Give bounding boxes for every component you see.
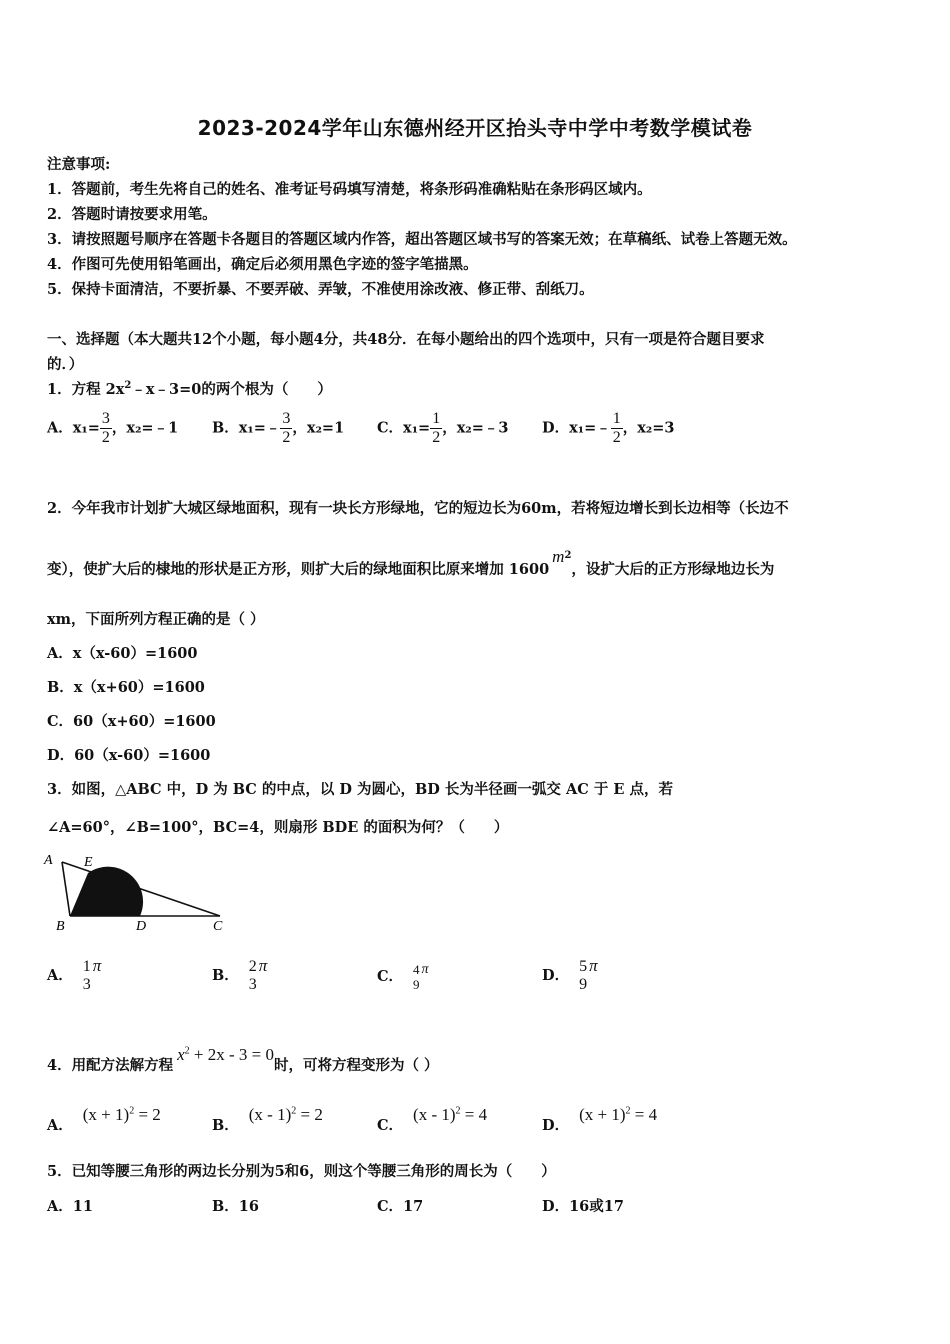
question-3-line1: 3．如图，△ABC 中，D 为 BC 的中点，以 D 为圆心，BD 长为半径画一弧交 AC 于 E 点，若	[47, 781, 673, 798]
section-heading-line2: 的．）	[47, 356, 84, 373]
q1-option-d: D．x₁=﹣ $\frac{1}{2}$ ，x₂=3	[542, 410, 675, 446]
q2-option-c: C．60（x+60）=1600	[47, 713, 216, 730]
q3-option-d: D． 5 9 π	[542, 956, 598, 993]
q4-option-a: A．$(x + 1)^2 = 2$	[47, 1105, 161, 1134]
note-item-3: 3．请按照题号顺序在答题卡各题目的答题区域内作答，超出答题区域书写的答案无效；在草稿纸、试卷上答题无效。	[47, 231, 797, 248]
label-b: B	[56, 919, 65, 934]
q4-option-d: D．$(x + 1)^2 = 4$	[542, 1105, 658, 1134]
question-4-stem: 4．用配方法解方程$x^2 + 2x - 3 = 0$时，可将方程变形为（ ）	[47, 1045, 439, 1074]
question-5-stem: 5．已知等腰三角形的两边长分别为5和6，则这个等腰三角形的周长为（ ）	[47, 1163, 556, 1180]
label-d: D	[136, 919, 147, 934]
label-a: A	[44, 853, 53, 868]
q1-option-b: B．x₁=﹣ $\frac{3}{2}$ ，x₂=1	[212, 410, 345, 446]
label-e: E	[84, 855, 93, 870]
q4-option-c: C．(x - 1)$^2$ = 4	[377, 1105, 488, 1134]
note-item-2: 2．答题时请按要求用笔。	[47, 206, 217, 223]
q1-option-c: C．x₁= $\frac{1}{2}$ ，x₂=﹣3	[377, 410, 509, 446]
note-item-4: 4．作图可先使用铅笔画出，确定后必须用黑色字迹的签字笔描黑。	[47, 256, 478, 273]
q5-option-d: D．16或17	[542, 1198, 624, 1215]
q3-option-a: A． 1 3 π	[47, 956, 102, 993]
q3-option-b: B． 2 3 π	[212, 956, 268, 993]
question-1-stem: 1．方程 $2x^2﹣x﹣3=0$的两个根为（ ）	[47, 380, 332, 398]
section-heading-line1: 一、选择题（本大题共12个小题，每小题4分，共48分．在每小题给出的四个选项中，只有一项是符合题目要求	[47, 331, 765, 348]
q5-option-a: A．11	[47, 1198, 93, 1215]
question-3-line2: ∠A=60°，∠B=100°，BC=4，则扇形 BDE 的面积为何？（ ）	[47, 819, 509, 836]
page-title: 2023-2024学年山东德州经开区抬头寺中学中考数学模试卷	[197, 116, 753, 140]
question-2-line3: xm，下面所列方程正确的是（ ）	[47, 611, 265, 628]
side-ab	[62, 862, 70, 916]
q4-option-b: B．(x - 1)$^2$ = 2	[212, 1105, 323, 1134]
q2-option-a: A．x（x-60）=1600	[47, 645, 198, 662]
label-c: C	[213, 919, 223, 934]
triangle-figure	[40, 848, 240, 940]
note-item-1: 1．答题前，考生先将自己的姓名、准考证号码填写清楚，将条形码准确粘贴在条形码区域内。	[47, 181, 652, 198]
q3-option-c: C． 4 9 π	[377, 962, 429, 992]
q2-option-d: D．60（x-60）=1600	[47, 747, 211, 764]
question-2-line2: 变），使扩大后的棣地的形状是正方形，则扩大后的绿地面积比原来增加 $1600m^2$，设扩大后的正方形绿地边长为	[47, 547, 775, 578]
q1-option-a: A．x₁= $\frac{3}{2}$ ，x₂=﹣1	[47, 410, 179, 446]
note-item-5: 5．保持卡面清洁，不要折暴、不要弄破、弄皱，不准使用涂改液、修正带、刮纸刀。	[47, 281, 594, 298]
sector-bde	[70, 867, 143, 916]
q2-option-b: B．x（x+60）=1600	[47, 679, 205, 696]
q5-option-b: B．16	[212, 1198, 259, 1215]
q5-option-c: C．17	[377, 1198, 424, 1215]
question-2-line1: 2．今年我市计划扩大城区绿地面积，现有一块长方形绿地，它的短边长为60m，若将短边增长到长边相等（长边不	[47, 500, 789, 517]
notes-heading: 注意事项:	[47, 156, 111, 173]
